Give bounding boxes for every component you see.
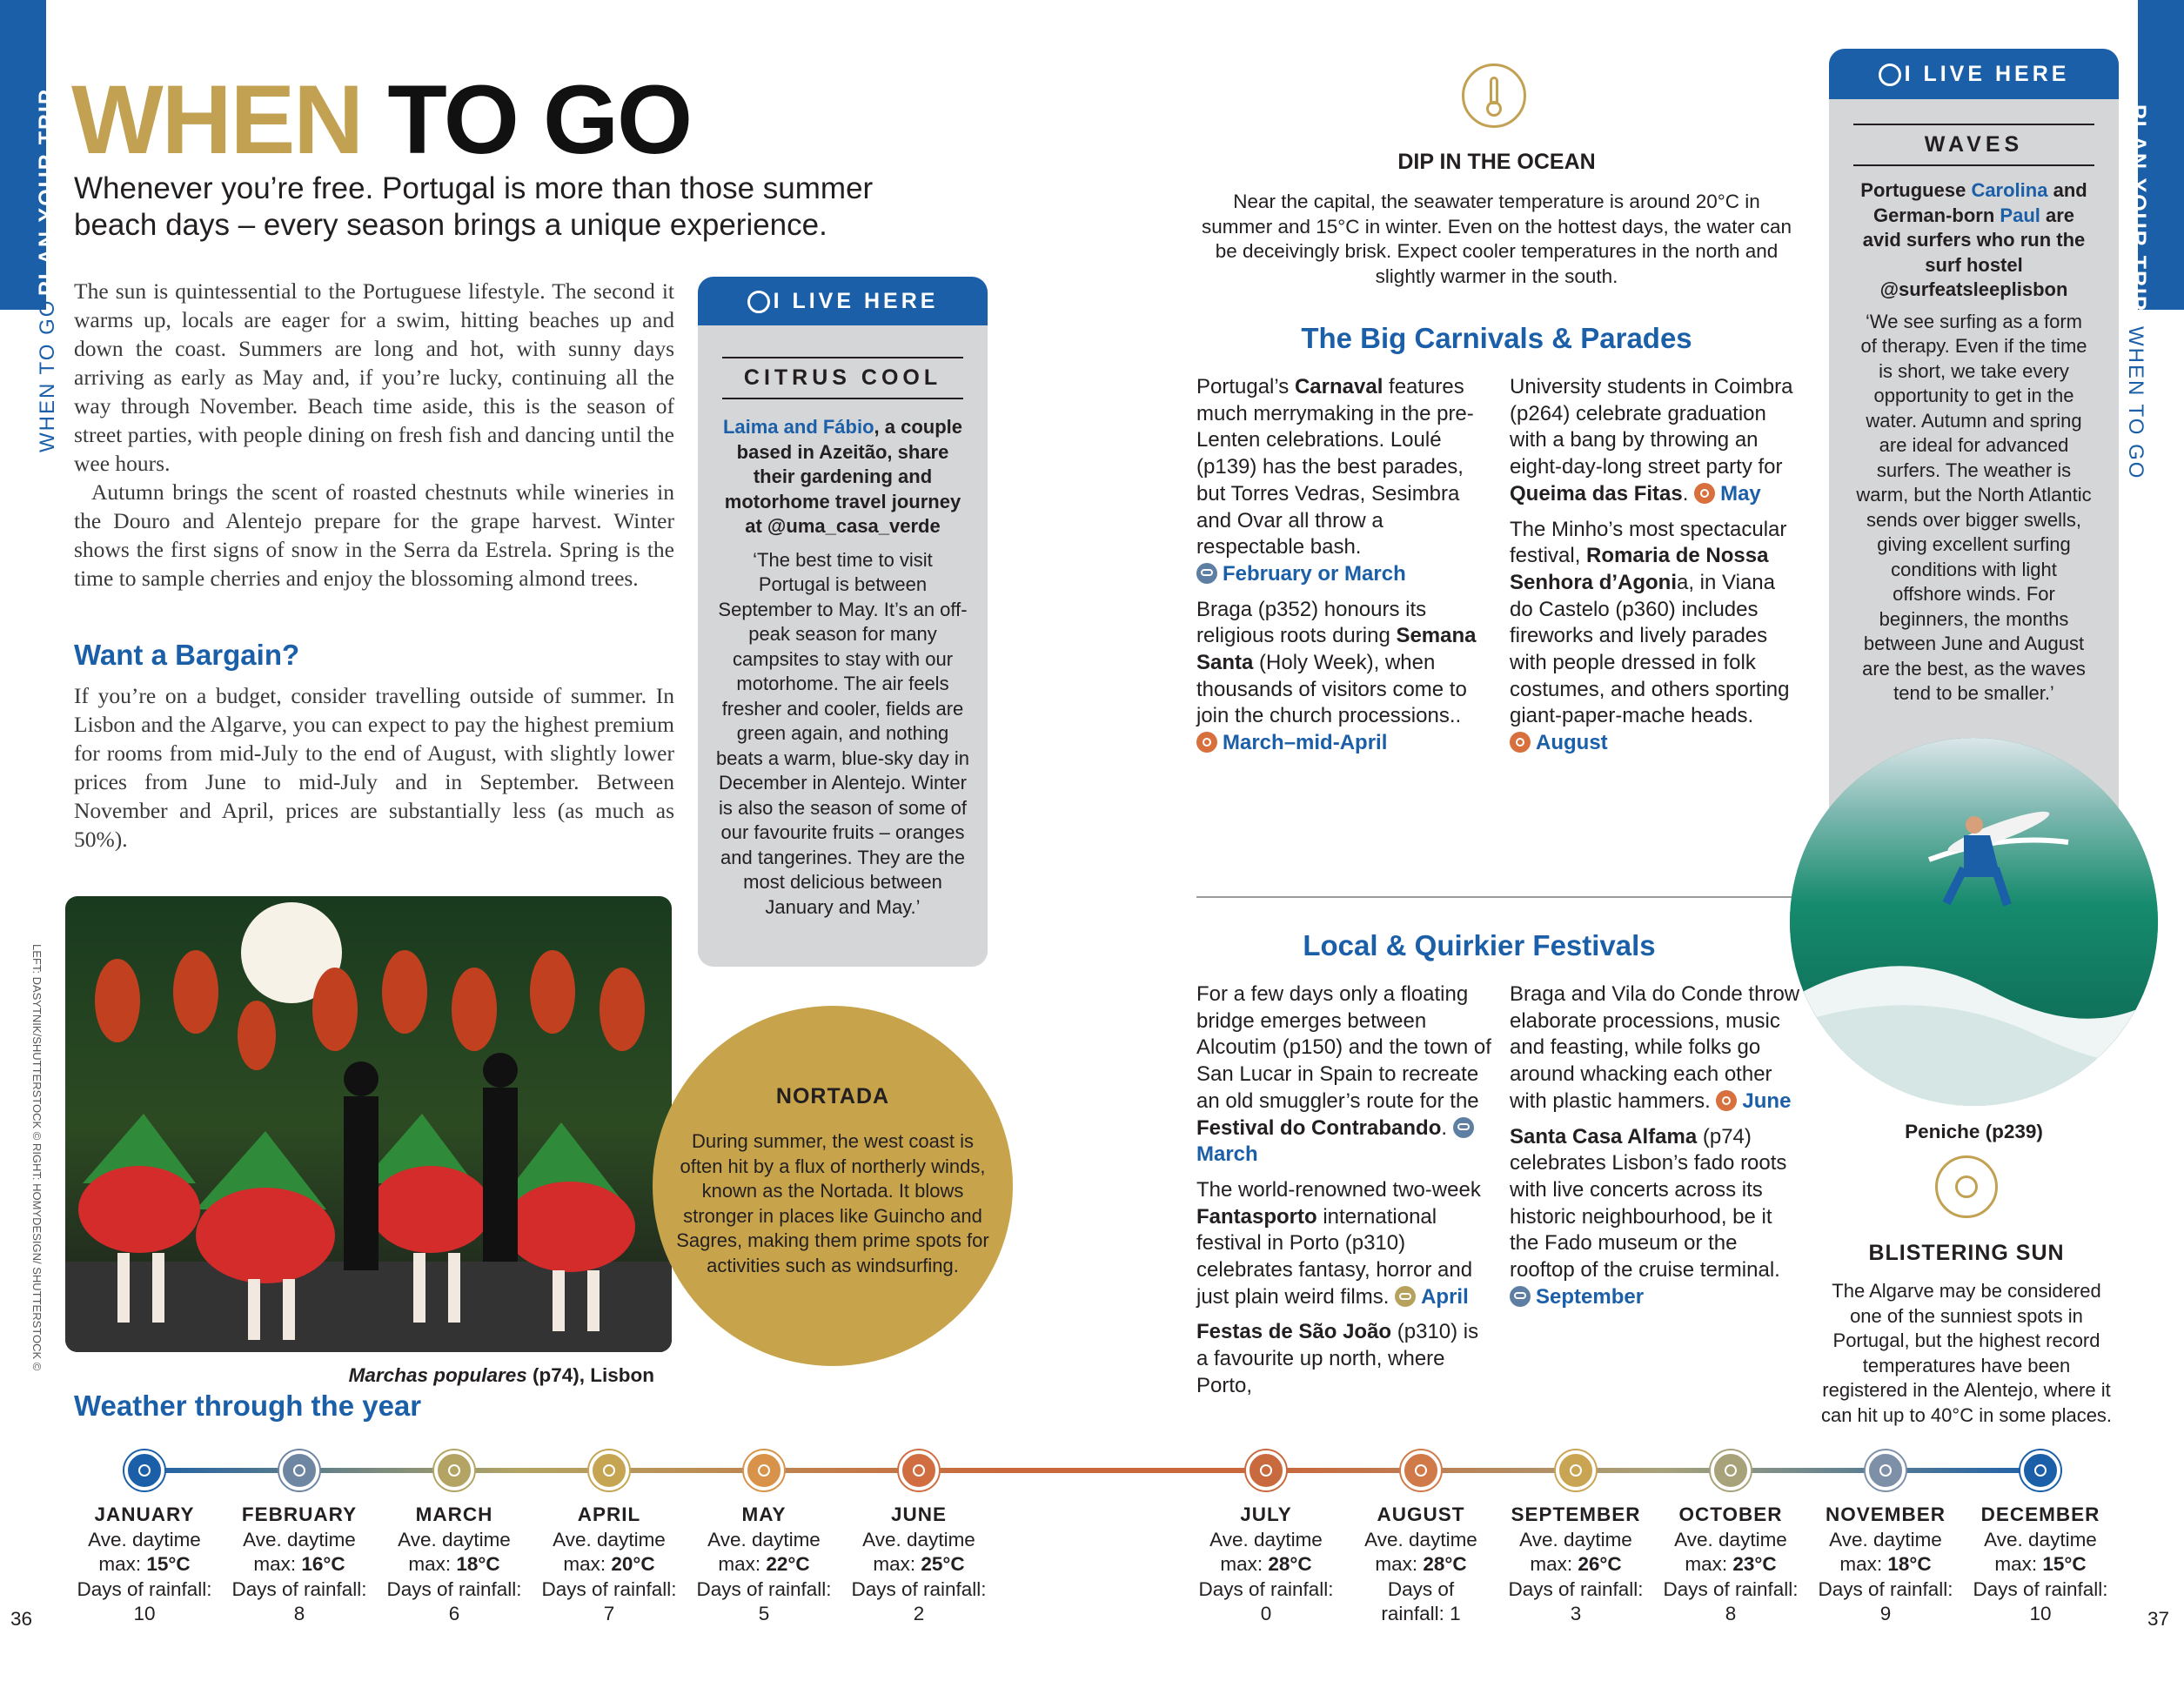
- peniche-caption: Peniche (p239): [1905, 1121, 2043, 1142]
- sun-icon: [1196, 732, 1217, 753]
- nortada-text: During summer, the west coast is often hit by a flux of northerly winds, known as the Nortada. It blows stronger in places like Guincho and Sagres, making them prime spots for activities such as windsurfing.: [676, 1130, 989, 1276]
- snowflake-icon: [124, 1450, 164, 1490]
- semana-santa-paragraph: Braga (p352) honours its religious roots during Semana Santa (Holy Week), when thousands of visitors come to join the church processions.. March–mid-April: [1196, 597, 1477, 755]
- section-divider: [1196, 896, 1797, 898]
- temp-max-value: 15°C: [2042, 1553, 2087, 1575]
- ocean-text: Near the capital, the seawater temperature is around 20°C in summer and 15°C in winter. Even on the hottest days, the water can be deceivingly brisk. Expect cooler temperatures in the north and slightly warmer in the south.: [1201, 191, 1792, 287]
- temp-max-value: 23°C: [1732, 1553, 1777, 1575]
- rain-value: 6: [448, 1603, 460, 1624]
- page-title-rest: TO GO: [387, 65, 692, 174]
- temp-label: Ave. daytime: [398, 1528, 511, 1550]
- weather-month-january: [66, 1503, 223, 1627]
- marchas-caption: [65, 1364, 654, 1387]
- surf-image: [1790, 738, 2158, 1106]
- month-name: JANUARY: [94, 1504, 195, 1525]
- local-heading: Local & Quirkier Festivals: [1303, 929, 1656, 961]
- citrus-badge-label: I LIVE HERE: [773, 289, 939, 313]
- month-name: OCTOBER: [1678, 1504, 1783, 1525]
- rain-cloud-icon: [279, 1450, 319, 1490]
- rain-label: Days of rainfall:: [231, 1577, 367, 1600]
- temp-max-line: max: 28°C: [1375, 1553, 1467, 1575]
- citrus-badge: [698, 277, 988, 325]
- rain-value: 8: [293, 1603, 305, 1624]
- sun-icon: [1556, 1450, 1596, 1490]
- rain-cloud-icon: [1866, 1450, 1906, 1490]
- local-column-1: [1196, 981, 1492, 1409]
- citrus-intro: [715, 415, 970, 539]
- sao-joao-paragraph: Festas de São João (p310) is a favourite up north, where Porto,: [1196, 1320, 1479, 1397]
- temp-label: Ave. daytime: [862, 1528, 975, 1550]
- plan-your-trip-tab-right: [2126, 0, 2184, 312]
- marchas-populares-photo: [65, 896, 672, 1352]
- rain-cloud-icon: [1453, 1117, 1474, 1138]
- month-name: AUGUST: [1377, 1504, 1465, 1525]
- nortada-title: NORTADA: [775, 1084, 890, 1108]
- temp-max-line: max: 22°C: [718, 1553, 810, 1575]
- temp-max-line: max: 26°C: [1530, 1553, 1622, 1575]
- marchas-populares-image: [65, 896, 672, 1352]
- romaria-paragraph: The Minho’s most spectacular festival, Romaria de Nossa Senhora d’Agonia, in Viana do Castelo (p360) includes fireworks and lively parades with people dressed in folk costumes, and others sporting giant-paper-mache heads. August: [1510, 517, 1790, 755]
- rain-value: 9: [1879, 1603, 1892, 1624]
- temp-max-value: 28°C: [1268, 1553, 1312, 1575]
- sun-outline-icon: [1935, 1155, 1998, 1218]
- sun-icon: [1510, 732, 1531, 753]
- rain-value: 3: [1570, 1603, 1582, 1624]
- partly-cloudy-icon: [589, 1450, 629, 1490]
- peniche-surf-photo: [1790, 738, 2158, 1106]
- thermometer-icon: [1462, 64, 1526, 128]
- temp-max-line: max: 15°C: [98, 1553, 191, 1575]
- rain-value: 10: [133, 1603, 156, 1624]
- sun-icon: [1694, 483, 1715, 504]
- rain-label: Days of rainfall:: [851, 1577, 987, 1600]
- page-number-right: 37: [2147, 1608, 2170, 1630]
- waves-name-1: Carolina: [1971, 179, 2048, 201]
- temp-max-line: max: 15°C: [1994, 1553, 2087, 1575]
- partly-cloudy-icon: [1711, 1450, 1751, 1490]
- carnivals-column-1: [1196, 374, 1492, 766]
- sun-icon: [899, 1450, 939, 1490]
- weather-month-september: [1497, 1503, 1654, 1627]
- citrus-quote: ‘The best time to visit Portugal is between September to May. It’s an off-peak season for many campsites to stay with our motorhome. The air feels fresher and cooler, fields are green again, and nothing beats a warm, blue-sky day in December in Alentejo. Winter is also the season of some of our favourite fruits – oranges and tangerines. They are the most delicious between January and May.’: [715, 548, 970, 918]
- bargain-section: [74, 681, 674, 854]
- rain-value: 7: [603, 1603, 615, 1624]
- sun-icon: [1401, 1450, 1441, 1490]
- partly-cloudy-icon: [434, 1450, 474, 1490]
- page-subtitle: Whenever you’re free. Portugal is more than those summer beach days – every season brings a unique experience.: [74, 171, 874, 242]
- temp-max-line: max: 20°C: [563, 1553, 655, 1575]
- weather-month-february: [221, 1503, 378, 1627]
- sun-icon: [1246, 1450, 1286, 1490]
- braga-paragraph: Braga and Vila do Conde throw elaborate processions, music and feasting, while folks go around whacking each other with plastic hammers. June: [1510, 982, 1800, 1113]
- weather-month-april: [531, 1503, 687, 1627]
- rain-value: rainfall: 1: [1381, 1603, 1461, 1624]
- temp-max-line: max: 28°C: [1220, 1553, 1312, 1575]
- waves-quote: ‘We see surfing as a form of therapy. Even if the time is short, we take every opportunity to get in the water. Autumn and spring are ideal for advanced surfers. The weather is warm, but the North Atlantic sends over bigger swells, giving excellent surfing conditions with light offshore winds. For beginners, the months between June and August are the best, as the waves tend to be smaller.’: [1856, 310, 2092, 704]
- waves-title-block: [1853, 124, 2094, 166]
- carnivals-heading: The Big Carnivals & Parades: [1301, 322, 1692, 354]
- waves-intro: Portuguese Carolina and German-born Paul are avid surfers who run the surf hostel @surfeatsleeplisbon: [1860, 179, 2087, 300]
- santa-casa-paragraph: Santa Casa Alfama (p74) celebrates Lisbon’s fado roots with live concerts across its historic neighbourhood, be it the Fado museum or the rooftop of the cruise terminal. September: [1510, 1124, 1787, 1309]
- temp-max-value: 20°C: [611, 1553, 655, 1575]
- temp-max-line: max: 18°C: [1839, 1553, 1932, 1575]
- temp-max-value: 16°C: [301, 1553, 345, 1575]
- rain-label: Days of rainfall:: [1508, 1577, 1644, 1600]
- temp-max-value: 26°C: [1578, 1553, 1622, 1575]
- plan-your-trip-tab-left: [0, 0, 59, 310]
- weather-month-march: [376, 1503, 533, 1627]
- citrus-cool-panel: [698, 277, 988, 967]
- local-column-2: [1510, 981, 1801, 1319]
- month-name: JUNE: [890, 1504, 948, 1525]
- month-name: APRIL: [577, 1504, 641, 1525]
- carnivals-column-2: [1510, 374, 1801, 766]
- photo-credit: LEFT: DASYTNIK/SHUTTERSTOCK © RIGHT: HOMYDESIGN/ SHUTTERSTOCK ©: [30, 944, 44, 1371]
- partly-cloudy-icon: [1395, 1286, 1416, 1307]
- weather-month-june: [841, 1503, 997, 1627]
- page-title: [71, 65, 692, 174]
- star-badge-icon: [747, 291, 770, 313]
- rain-label: Days of rainfall:: [541, 1577, 677, 1600]
- weather-timeline-line: [139, 1453, 2045, 1488]
- page-number-left: 36: [10, 1608, 33, 1630]
- weather-month-november: [1807, 1503, 1964, 1627]
- when-to-go-label-right: WHEN TO GO: [2124, 326, 2147, 480]
- month-name: JULY: [1240, 1504, 1292, 1525]
- weather-month-october: [1652, 1503, 1809, 1627]
- rain-value: 10: [2029, 1603, 2052, 1624]
- weather-month-december: [1962, 1503, 2119, 1627]
- temp-max-value: 28°C: [1423, 1553, 1467, 1575]
- temp-max-value: 25°C: [921, 1553, 965, 1575]
- waves-badge-label: I LIVE HERE: [1904, 62, 2070, 86]
- weather-heading: Weather through the year: [74, 1390, 422, 1422]
- month-name: NOVEMBER: [1825, 1504, 1946, 1525]
- rain-value: 5: [758, 1603, 770, 1624]
- temp-max-line: max: 18°C: [408, 1553, 500, 1575]
- temp-label: Ave. daytime: [243, 1528, 356, 1550]
- month-name: MARCH: [415, 1504, 493, 1525]
- month-name: DECEMBER: [1980, 1504, 2100, 1525]
- temp-max-value: 18°C: [1887, 1553, 1932, 1575]
- rain-label: Days of rainfall:: [386, 1577, 522, 1600]
- sun-icon: [744, 1450, 784, 1490]
- rain-value: 8: [1725, 1603, 1737, 1624]
- star-badge-icon: [1879, 64, 1901, 86]
- sun-text: The Algarve may be considered one of the sunniest spots in Portugal, but the highest record temperatures have been registered in the Alentejo, where it can hit up to 40°C in some places.: [1820, 1280, 2113, 1426]
- contrabando-paragraph: For a few days only a floating bridge emerges between Alcoutim (p150) and the town of San Lucar in Spain to recreate an old smuggler’s route for the Festival do Contrabando. March: [1196, 982, 1491, 1167]
- temp-max-value: 22°C: [766, 1553, 810, 1575]
- temp-max-line: max: 23°C: [1685, 1553, 1777, 1575]
- nortada-circle: [653, 1006, 1013, 1366]
- temp-label: Ave. daytime: [707, 1528, 821, 1550]
- rain-label: Days of rainfall:: [1198, 1577, 1334, 1600]
- intro-paragraph-1: The sun is quintessential to the Portuguese lifestyle. The second it warms up, locals are eager for a swim, hitting beaches up and down the coast. Summers are long and hot, with sunny days arriving as early as May and, if you’re lucky, continuing all the way through November. Beach time aside, this is the season of street parties, with people dining on fresh fish and dancing until the wee hours.: [74, 278, 674, 476]
- plan-your-trip-label-left: PLAN YOUR TRIP: [35, 88, 59, 296]
- month-name: FEBRUARY: [241, 1504, 358, 1525]
- fantasporto-paragraph: The world-renowned two-week Fantasporto international festival in Porto (p310) celebrates fantasy, horror and just plain weird films. April: [1196, 1177, 1481, 1309]
- temp-label: Ave. daytime: [1984, 1528, 2097, 1550]
- temp-max-value: 18°C: [456, 1553, 500, 1575]
- citrus-title: CITRUS COOL: [743, 365, 942, 390]
- intro-paragraph-2: Autumn brings the scent of roasted chestnuts while wineries in the Douro and Alentejo prepare for the grape harvest. Winter shows the first signs of snow in the Serra da Estrela. Spring is the time to sample cherries and enjoy the blossoming almond trees.: [74, 479, 674, 591]
- ocean-title: DIP IN THE OCEAN: [1397, 150, 1596, 174]
- temp-label: Ave. daytime: [88, 1528, 201, 1550]
- weather-month-may: [686, 1503, 842, 1627]
- month-name: SEPTEMBER: [1511, 1504, 1641, 1525]
- rain-label: Days of rainfall:: [1973, 1577, 2108, 1600]
- temp-label: Ave. daytime: [1209, 1528, 1323, 1550]
- month-name: MAY: [741, 1504, 787, 1525]
- page-title-accent: WHEN: [71, 65, 363, 174]
- plan-your-trip-label-right: PLAN YOUR TRIP: [2126, 104, 2150, 312]
- bargain-heading: Want a Bargain?: [74, 639, 300, 671]
- temp-max-line: max: 25°C: [873, 1553, 965, 1575]
- citrus-names: Laima and Fábio: [722, 416, 874, 438]
- marchas-caption-italic: Marchas populares: [348, 1364, 527, 1386]
- sun-title: BLISTERING SUN: [1868, 1241, 2065, 1265]
- rain-label: Days of rainfall:: [1663, 1577, 1799, 1600]
- temp-label: Ave. daytime: [553, 1528, 666, 1550]
- temp-max-line: max: 16°C: [253, 1553, 345, 1575]
- rain-label: Days of rainfall:: [1818, 1577, 1953, 1600]
- waves-badge: [1829, 49, 2119, 99]
- waves-name-2: Paul: [2000, 204, 2040, 226]
- rain-label: Days of rainfall:: [77, 1577, 212, 1600]
- temp-label: Ave. daytime: [1674, 1528, 1787, 1550]
- when-to-go-label-left: WHEN TO GO: [36, 298, 59, 452]
- queima-paragraph: University students in Coimbra (p264) celebrate graduation with a bang by throwing an eight-day-long street party for Queima das Fitas. May: [1510, 375, 1793, 506]
- citrus-title-block: [722, 357, 963, 399]
- sun-icon: [1716, 1090, 1737, 1111]
- marchas-caption-rest: (p74), Lisbon: [526, 1364, 654, 1386]
- bargain-text: If you’re on a budget, consider travelling outside of summer. In Lisbon and the Algarve, you can expect to pay the highest premium for rooms from mid-July to the end of August, with slightly lower prices from June to mid-July and in September. Between November and April, prices are substantially less (as much as 50%).: [74, 683, 674, 852]
- temp-label: Ave. daytime: [1829, 1528, 1942, 1550]
- intro-text: [74, 277, 674, 593]
- temp-label: Ave. daytime: [1519, 1528, 1632, 1550]
- rain-label: Days of: [1387, 1577, 1455, 1600]
- carnaval-paragraph: Portugal’s Carnaval features much merrymaking in the pre-Lenten celebrations. Loulé (p139) has the best parades, but Torres Vedras, Sesimbra and Ovar all throw a respectable bash. February or March: [1196, 375, 1474, 586]
- rain-cloud-icon: [1196, 563, 1217, 584]
- rain-value: 0: [1260, 1603, 1272, 1624]
- citrus-intro-text: , a couple based in Azeitão, share their gardening and motorhome travel journey at @uma_casa_verde: [724, 416, 963, 537]
- waves-title: WAVES: [1924, 132, 2024, 157]
- rain-label: Days of rainfall:: [696, 1577, 832, 1600]
- temp-max-value: 15°C: [146, 1553, 191, 1575]
- weather-month-august: [1343, 1503, 1499, 1627]
- snowflake-icon: [2020, 1450, 2060, 1490]
- temp-label: Ave. daytime: [1364, 1528, 1477, 1550]
- rain-value: 2: [913, 1603, 925, 1624]
- weather-month-july: [1188, 1503, 1344, 1627]
- rain-cloud-icon: [1510, 1286, 1531, 1307]
